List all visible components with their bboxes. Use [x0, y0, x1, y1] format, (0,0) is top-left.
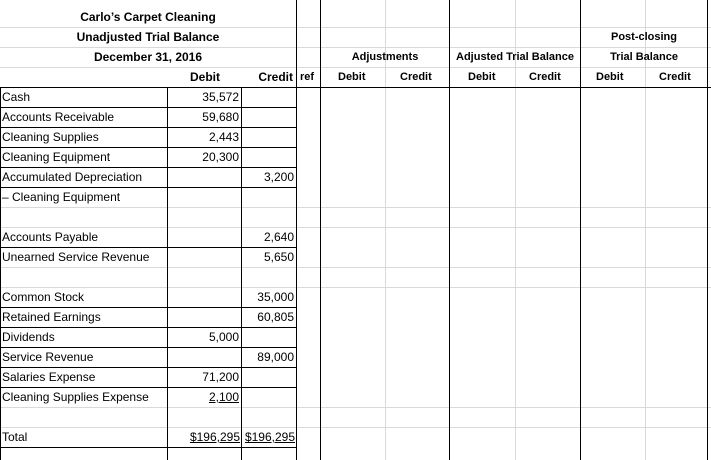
adjusted-debit-header: Debit — [468, 71, 496, 83]
account-name: Unearned Service Revenue — [2, 250, 150, 264]
post-closing-header-line1: Post-closing — [610, 31, 677, 43]
total-debit: $196,295 — [189, 430, 240, 444]
debit-amount: 5,000 — [208, 330, 239, 344]
border-debit-credit — [241, 87, 242, 460]
grid-row-line — [0, 267, 711, 268]
credit-amount: 60,805 — [257, 310, 294, 324]
total-label: Total — [2, 430, 28, 444]
account-name: Cleaning Equipment — [2, 150, 111, 164]
credit-amount: 89,000 — [257, 350, 294, 364]
credit-amount: 5,650 — [263, 250, 294, 264]
adjustments-header: Adjustments — [351, 51, 419, 63]
grid-row-line — [0, 407, 711, 408]
credit-header: Credit — [258, 70, 293, 84]
ref-header: ref — [300, 71, 315, 83]
adjustments-credit-header: Credit — [400, 71, 432, 83]
debit-header: Debit — [190, 70, 220, 84]
grid-row-line — [0, 427, 711, 428]
account-name: Accounts Payable — [2, 230, 99, 244]
debit-amount: 71,200 — [202, 370, 239, 384]
account-name: Salaries Expense — [2, 370, 96, 384]
grid-col-line — [385, 0, 386, 460]
account-name: Common Stock — [2, 290, 85, 304]
account-name: Dividends — [2, 330, 55, 344]
grid-row-line — [0, 287, 711, 288]
credit-amount: 2,640 — [263, 230, 294, 244]
debit-amount: 20,300 — [202, 150, 239, 164]
debit-amount: 35,572 — [202, 90, 239, 104]
adjusted-trial-balance-header: Adjusted Trial Balance — [456, 51, 574, 63]
post-closing-header-line2: Trial Balance — [610, 51, 678, 63]
company-name: Carlo’s Carpet Cleaning — [80, 10, 216, 24]
border-ref-adjustments — [320, 0, 321, 460]
account-name: Service Revenue — [2, 350, 94, 364]
row-line — [0, 447, 296, 448]
adjustments-debit-header: Debit — [338, 71, 366, 83]
total-credit: $196,295 — [244, 430, 295, 444]
post-closing-credit-header: Credit — [659, 71, 691, 83]
account-name: – Cleaning Equipment — [2, 190, 121, 204]
grid-col-line — [645, 0, 646, 460]
account-name: Cash — [2, 90, 31, 104]
border-adjustments-adjusted — [449, 0, 450, 460]
account-name: Cleaning Supplies — [2, 130, 99, 144]
debit-amount: 2,443 — [208, 130, 239, 144]
grid-row-line — [0, 227, 711, 228]
account-name: Accounts Receivable — [2, 110, 115, 124]
grid-col-line — [515, 0, 516, 460]
post-closing-debit-header: Debit — [596, 71, 624, 83]
adjusted-credit-header: Credit — [529, 71, 561, 83]
report-title: Unadjusted Trial Balance — [76, 30, 220, 44]
grid-row-line — [0, 207, 711, 208]
account-name: Accumulated Depreciation — [2, 170, 143, 184]
border-adjusted-postclosing — [580, 0, 581, 460]
credit-amount: 35,000 — [257, 290, 294, 304]
credit-amount: 3,200 — [263, 170, 294, 184]
border-col-left — [0, 87, 1, 460]
header-underline — [0, 87, 711, 88]
border-credit-ref — [296, 0, 297, 460]
account-name: Retained Earnings — [2, 310, 101, 324]
debit-amount: 59,680 — [202, 110, 239, 124]
report-date: December 31, 2016 — [93, 50, 203, 64]
account-name: Cleaning Supplies Expense — [2, 390, 149, 404]
debit-amount: 2,100 — [208, 390, 239, 404]
border-right — [707, 0, 708, 460]
